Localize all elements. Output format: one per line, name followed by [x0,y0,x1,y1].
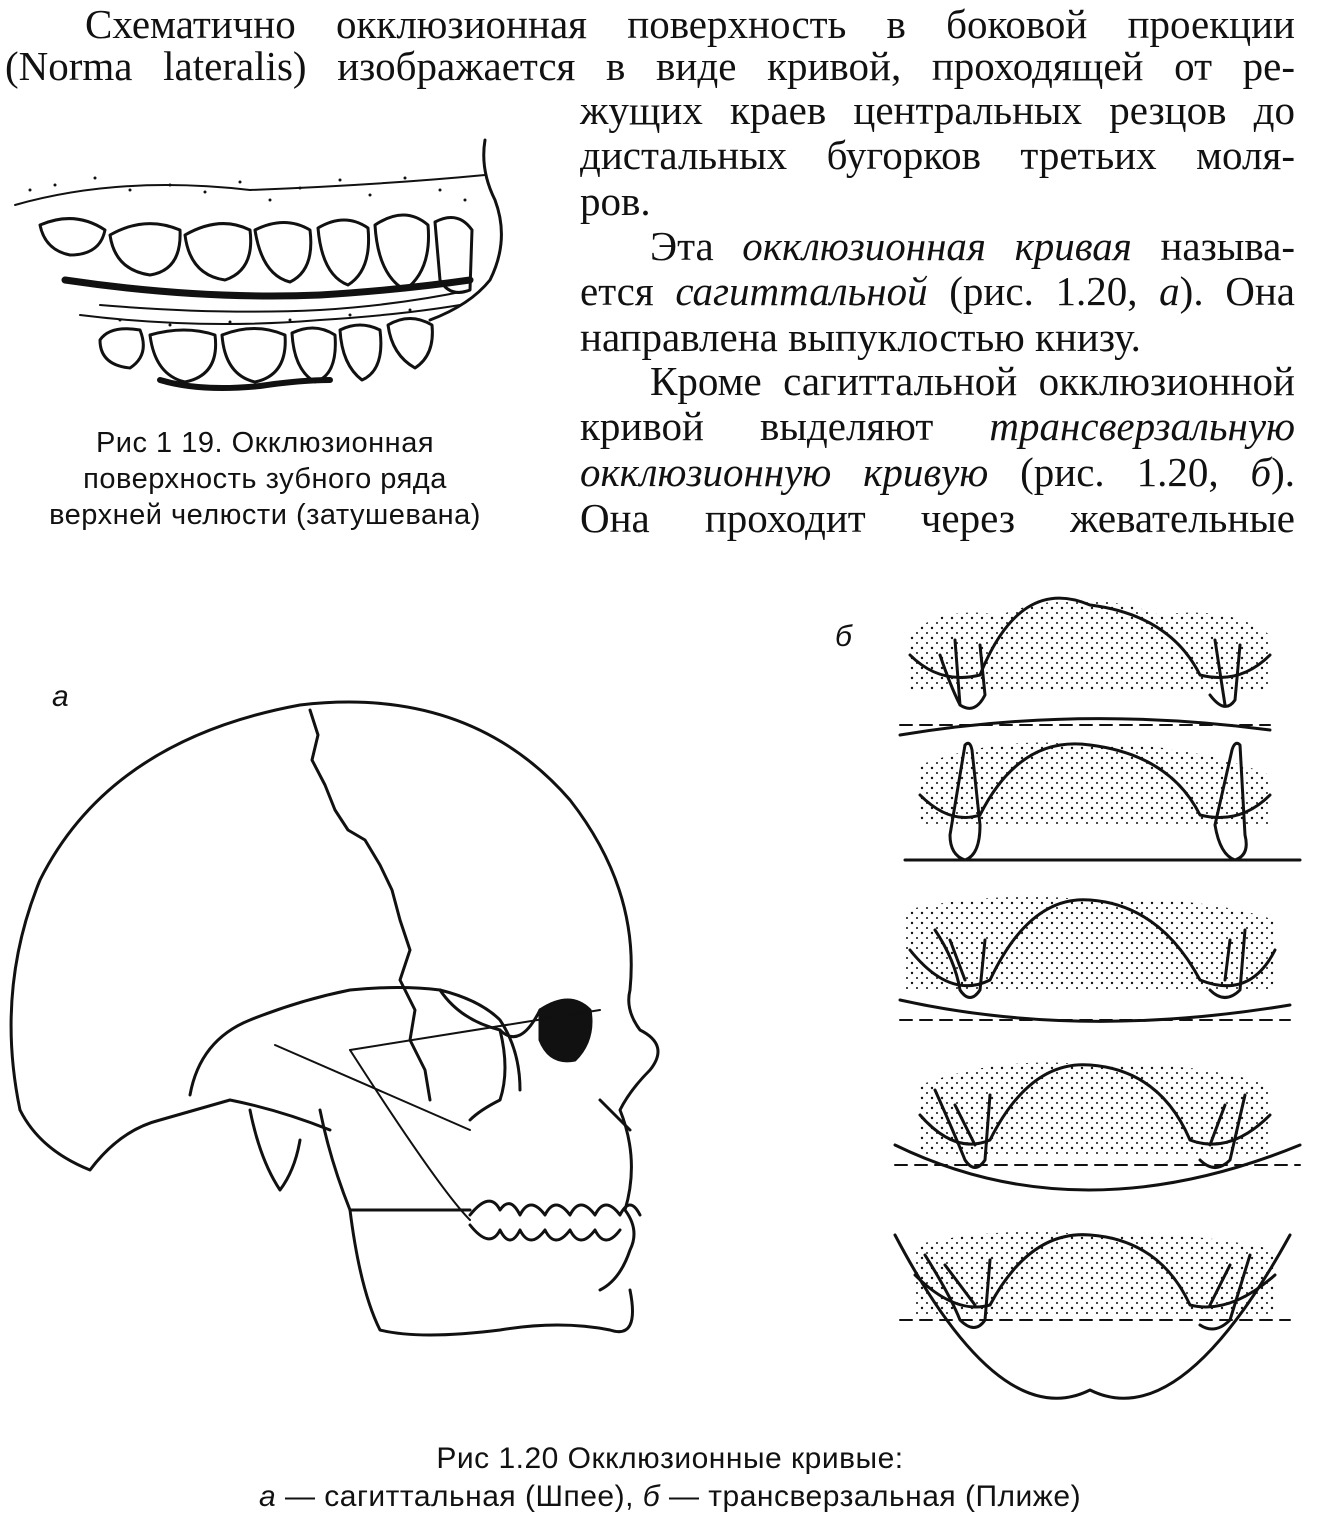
paragraph-1-line-3: жущих краев центральных резцов до [580,87,1295,133]
term-occlusal-curve-2: окклюзионную кривую [580,449,989,495]
figure-1-19-dental-arch [0,130,540,400]
figure-ref-b: б [1250,449,1272,495]
caption-line: Рис 1 19. Окклюзионная [95,427,435,459]
paragraph-2-line-3: направлена выпуклостью книзу. [580,314,1141,360]
text-run: ). Она [1179,268,1296,314]
paragraph-3-line-1: Кроме сагиттальной окклюзионной [650,358,1295,404]
text-run: (рис. 1.20, [988,449,1251,495]
figure-label-a: а [52,680,69,713]
paragraph-1-line-1: Схематично окклюзионная поверхность в боковой проекции [85,1,1295,47]
text-run: ется [580,268,676,314]
term-sagittal: сагиттальной [675,268,928,314]
text-run: (рис. 1.20, [927,268,1160,314]
paragraph-3-line-4: Она проходит через жевательные [580,495,1295,541]
transversal-panel-2 [905,743,1300,861]
caption-run: — трансверзальная (Плиже) [660,1480,1082,1513]
paragraph-1-line-4: дистальных бугорков третьих моля- [580,132,1295,178]
term-occlusal-curve: окклюзионная кривая [742,223,1132,269]
figure-1-20-caption [230,1440,1110,1516]
figure-label-b: б [835,620,852,653]
transversal-panel-5 [895,1232,1290,1399]
caption-ref-a: а [258,1480,277,1513]
figure-1-19-caption [5,425,525,533]
caption-line [230,1478,1110,1516]
figure-1-20a-skull [0,690,700,1370]
paragraph-1-line-5: ров. [580,178,651,224]
caption-ref-b: б [642,1480,661,1513]
transversal-panel-3 [900,897,1290,1022]
caption-line: верхней челюсти (затушевана) [49,499,481,531]
figure-ref-a: а [1159,268,1180,314]
text-run: Эта [650,223,743,269]
caption-line: Рис 1.20 Окклюзионные кривые: [436,1442,904,1475]
paragraph-2-line-1 [650,222,1295,270]
text-run: кривой выделяют [580,403,990,449]
figure-1-20b-transversal-curves [880,595,1300,1395]
paragraph-3-line-2 [580,402,1295,450]
text-run: ). [1271,449,1296,495]
caption-line: поверхность зубного ряда [83,463,447,495]
paragraph-3-line-3 [580,448,1295,496]
caption-run: — сагиттальная (Шпее), [276,1480,643,1513]
transversal-panel-4 [895,1063,1300,1191]
term-transversal: трансверзальную [989,403,1295,449]
paragraph-1-line-2: (Norma lateralis) изображается в виде кривой, проходящей от ре- [5,43,1295,89]
paragraph-2-line-2 [580,267,1295,315]
text-run: называ- [1131,223,1295,269]
transversal-panel-1 [900,598,1270,735]
